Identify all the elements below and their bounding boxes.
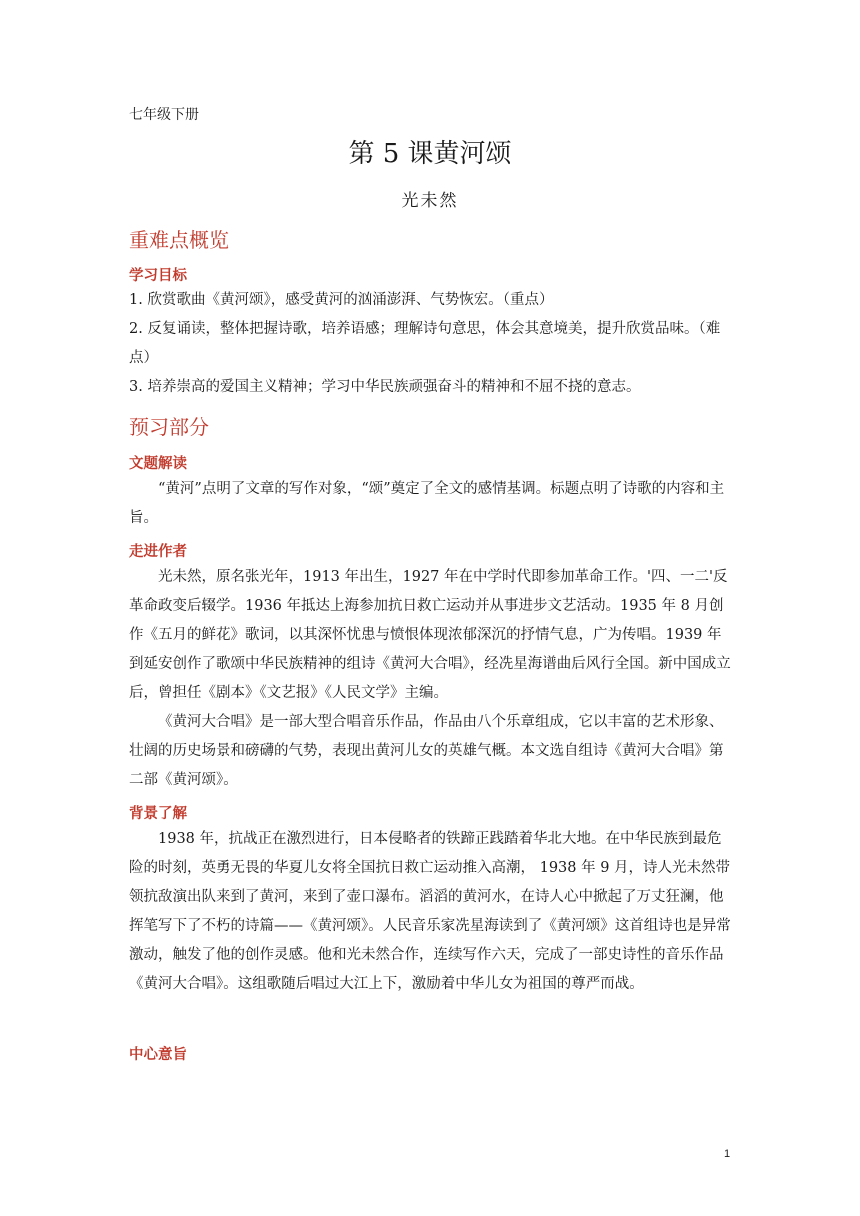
section-preview: 预习部分	[129, 415, 209, 439]
author-para-2: 《黄河大合唱》是一部大型合唱音乐作品，作品由八个乐章组成，它以丰富的艺术形象、壮阔的历史场景和磅礴的气势，表现出黄河儿女的英雄气概。本文选自组诗《黄河大合唱》第二部《黄河颂》。	[129, 714, 724, 788]
author-para-1: 光未然，原名张光年，1913 年出生，1927 年在中学时代即参加革命工作。'四、一二'反革命政变后辍学。1936 年抵达上海参加抗日救亡运动并从事进步文艺活动。1935 年 8 月创作《五月的鲜花》歌词，以其深怀忧患与愤恨体现浓郁深沉的抒情气息，广为传唱。1939 年到延安创作了歌颂中华民族精神的组诗《黄河大合唱》，经冼星海谱曲后风行全国。新中国成立后，曾担任《剧本》《文艺报》《人民文学》主编。	[129, 569, 731, 701]
goal-3: 3. 培养崇高的爱国主义精神；学习中华民族顽强奋斗的精神和不屈不挠的意志。	[129, 379, 641, 395]
section-overview: 重难点概览	[129, 228, 229, 252]
background-text: 1938 年，抗战正在激烈进行，日本侵略者的铁蹄正践踏着华北大地。在中华民族到最危险的时刻，英勇无畏的华夏儿女将全国抗日救亡运动推入高潮， 1938 年 9 月，诗人光未然带领抗敌演出队来到了黄河，来到了壶口瀑布。滔滔的黄河水，在诗人心中掀起了万丈狂澜，他挥笔写下了不朽的诗篇——《黄河颂》。人民音乐家冼星海读到了《黄河颂》这首组诗也是异常激动，触发了他的创作灵感。他和光未然合作，连续写作六天，完成了一部史诗性的音乐作品《黄河大合唱》。这组歌随后唱过大江上下，激励着中华儿女为祖国的尊严而战。	[129, 831, 731, 992]
subhead-author: 走进作者	[129, 544, 187, 560]
grade-header: 七年级下册	[129, 107, 199, 123]
subhead-background: 背景了解	[129, 806, 187, 822]
subhead-title-interp: 文题解读	[129, 456, 187, 472]
goal-1: 1. 欣赏歌曲《黄河颂》，感受黄河的汹涌澎湃、气势恢宏。（重点）	[129, 292, 554, 308]
subhead-goals: 学习目标	[129, 268, 187, 284]
author-name: 光未然	[401, 191, 459, 211]
lesson-title: 第 5 课黄河颂	[348, 139, 512, 169]
title-interp-text: “黄河”点明了文章的写作对象，“颂”奠定了全文的感情基调。标题点明了诗歌的内容和主旨。	[129, 481, 725, 526]
page-number: 1	[724, 1148, 731, 1160]
goal-2: 2. 反复诵读，整体把握诗歌，培养语感；理解诗句意思，体会其意境美，提升欣赏品味。（难点）	[129, 321, 721, 366]
subhead-theme: 中心意旨	[129, 1047, 187, 1063]
